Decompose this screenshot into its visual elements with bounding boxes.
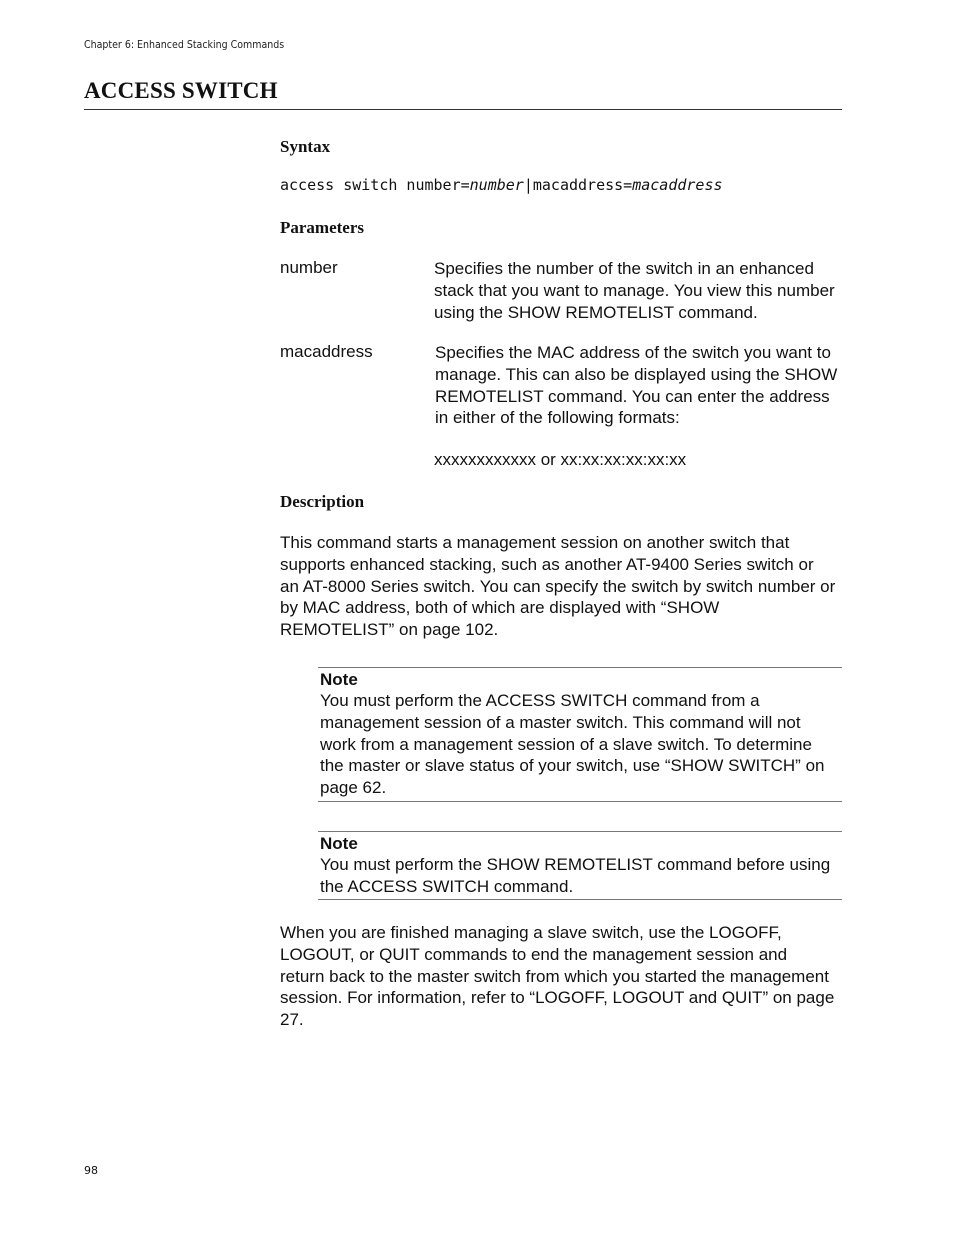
- note-title-2: Note: [320, 834, 358, 853]
- param-name-number: number: [280, 258, 338, 277]
- note-box-1: [318, 667, 842, 802]
- running-header: Chapter 6: Enhanced Stacking Commands: [84, 38, 285, 51]
- syntax-separator: |macaddress=: [523, 176, 633, 194]
- parameters-heading: Parameters: [280, 218, 365, 237]
- param-desc-macaddress: Specifies the MAC address of the switch you want to manage. This can also be displayed using the SHOW REMOTELIST command. You can enter the address in either of the following formats:: [435, 343, 838, 428]
- mac-formats: xxxxxxxxxxxx or xx:xx:xx:xx:xx:xx: [434, 450, 687, 469]
- note-body-2: You must perform the SHOW REMOTELIST command before using the ACCESS SWITCH command.: [320, 855, 831, 896]
- note-box-2: [318, 831, 842, 900]
- syntax-command: [280, 176, 723, 194]
- note-body-1: You must perform the ACCESS SWITCH command from a management session of a master switch. This command will not work from a management session of a slave switch. To determine the master or slave status of your switch, use “SHOW SWITCH” on page 62.: [320, 691, 825, 798]
- param-desc-number: Specifies the number of the switch in an enhanced stack that you want to manage. You view this number using the SHOW REMOTELIST command.: [434, 259, 835, 322]
- title-divider: [84, 109, 842, 110]
- syntax-arg-macaddress: macaddress: [632, 176, 723, 194]
- param-name-macaddress: macaddress: [280, 342, 373, 361]
- syntax-arg-number: number: [469, 176, 524, 194]
- description-paragraph-2: When you are finished managing a slave switch, use the LOGOFF, LOGOUT, or QUIT commands to end the management session and return back to the master switch from which you started the management session. For information, refer to “LOGOFF, LOGOUT and QUIT” on page 27.: [280, 923, 835, 1030]
- syntax-prefix: access switch number=: [280, 176, 470, 194]
- section-title: ACCESS SWITCH: [84, 78, 278, 103]
- description-paragraph-1: This command starts a management session on another switch that supports enhanced stacking, such as another AT-9400 Series switch or an AT-8000 Series switch. You can specify the switch by switch number or by MAC address, both of which are displayed with “SHOW REMOTELIST” on page 102.: [280, 533, 836, 640]
- description-heading: Description: [280, 492, 365, 511]
- syntax-heading: Syntax: [280, 137, 331, 156]
- page-number: 98: [84, 1164, 98, 1177]
- note-title-1: Note: [320, 670, 358, 689]
